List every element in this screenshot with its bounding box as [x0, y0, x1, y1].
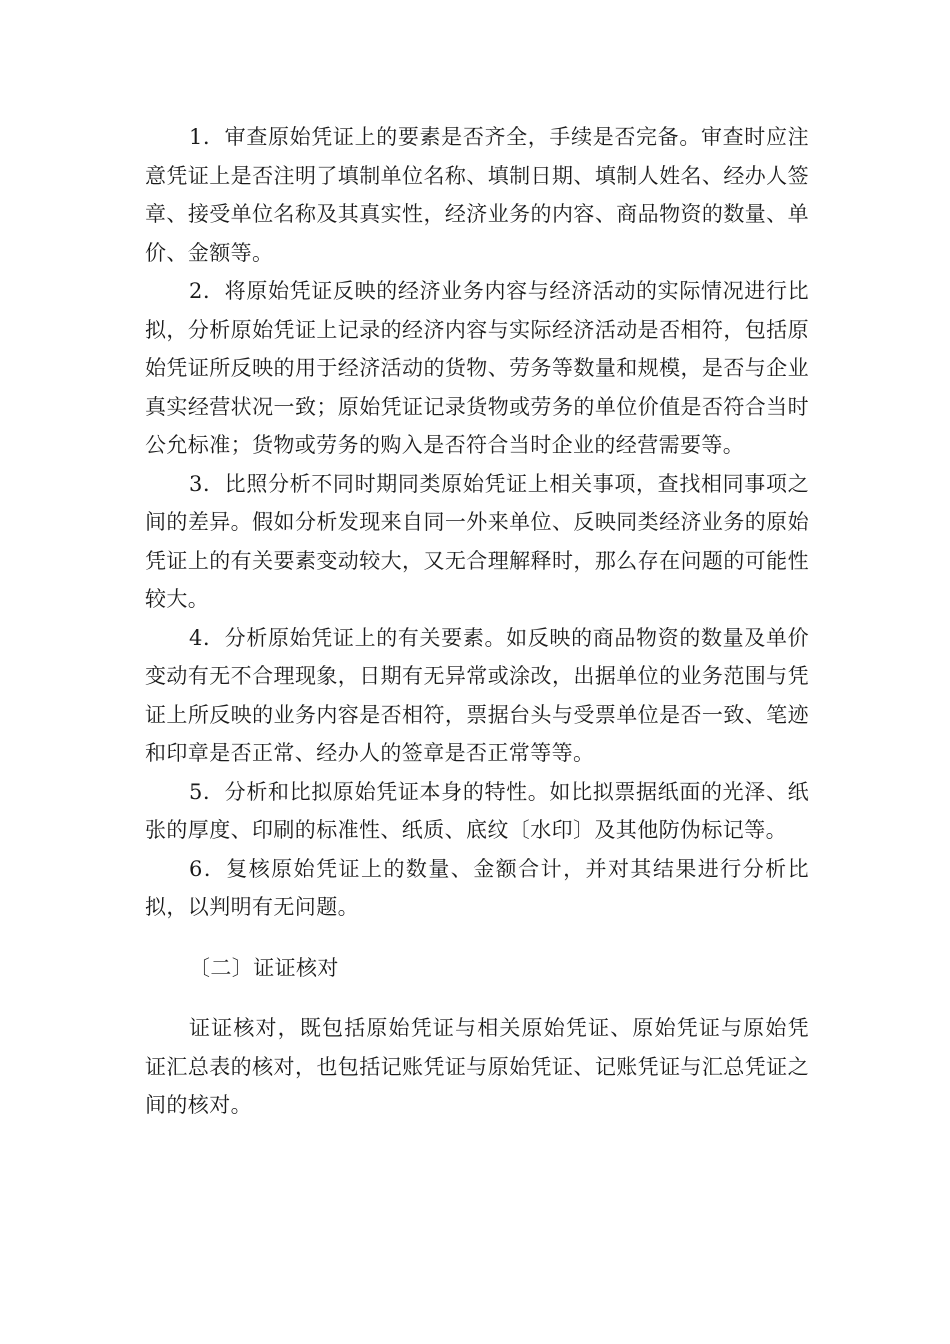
- list-item-4: 4．分析原始凭证上的有关要素。如反映的商品物资的数量及单价变动有无不合理现象，日期有无异常或涂改，出据单位的业务范围与凭证上所反映的业务内容是否相符，票据台头与受票单位是否一致、笔迹和印章是否正常、经办人的签章是否正常等等。: [145, 625, 809, 765]
- list-item-6: 6．复核原始凭证上的数量、金额合计，并对其结果进行分析比拟，以判明有无问题。: [145, 856, 809, 919]
- list-item-1: 1．审查原始凭证上的要素是否齐全，手续是否完备。审查时应注意凭证上是否注明了填制单位名称、填制日期、填制人姓名、经办人签章、接受单位名称及其真实性，经济业务的内容、商品物资的数量、单价、金额等。: [145, 125, 809, 265]
- list-item-3: 3．比照分析不同时期同类原始凭证上相关事项，查找相同事项之间的差异。假如分析发现来自同一外来单位、反映同类经济业务的原始凭证上的有关要素变动较大，又无合理解释时，那么存在问题的可能性较大。: [145, 471, 809, 611]
- list-item-5: 5．分析和比拟原始凭证本身的特性。如比拟票据纸面的光泽、纸张的厚度、印刷的标准性、纸质、底纹〔水印〕及其他防伪标记等。: [145, 779, 809, 842]
- document-page: [145, 118, 809, 1125]
- section-heading: 〔二〕证证核对: [189, 955, 339, 980]
- list-item-2: 2．将原始凭证反映的经济业务内容与经济活动的实际情况进行比拟，分析原始凭证上记录的经济内容与实际经济活动是否相符，包括原始凭证所反映的用于经济活动的货物、劳务等数量和规模，是否与企业真实经营状况一致；原始凭证记录货物或劳务的单位价值是否符合当时公允标准；货物或劳务的购入是否符合当时企业的经营需要等。: [145, 279, 809, 457]
- section-body: 证证核对，既包括原始凭证与相关原始凭证、原始凭证与原始凭证汇总表的核对，也包括记账凭证与原始凭证、记账凭证与汇总凭证之间的核对。: [145, 1016, 809, 1117]
